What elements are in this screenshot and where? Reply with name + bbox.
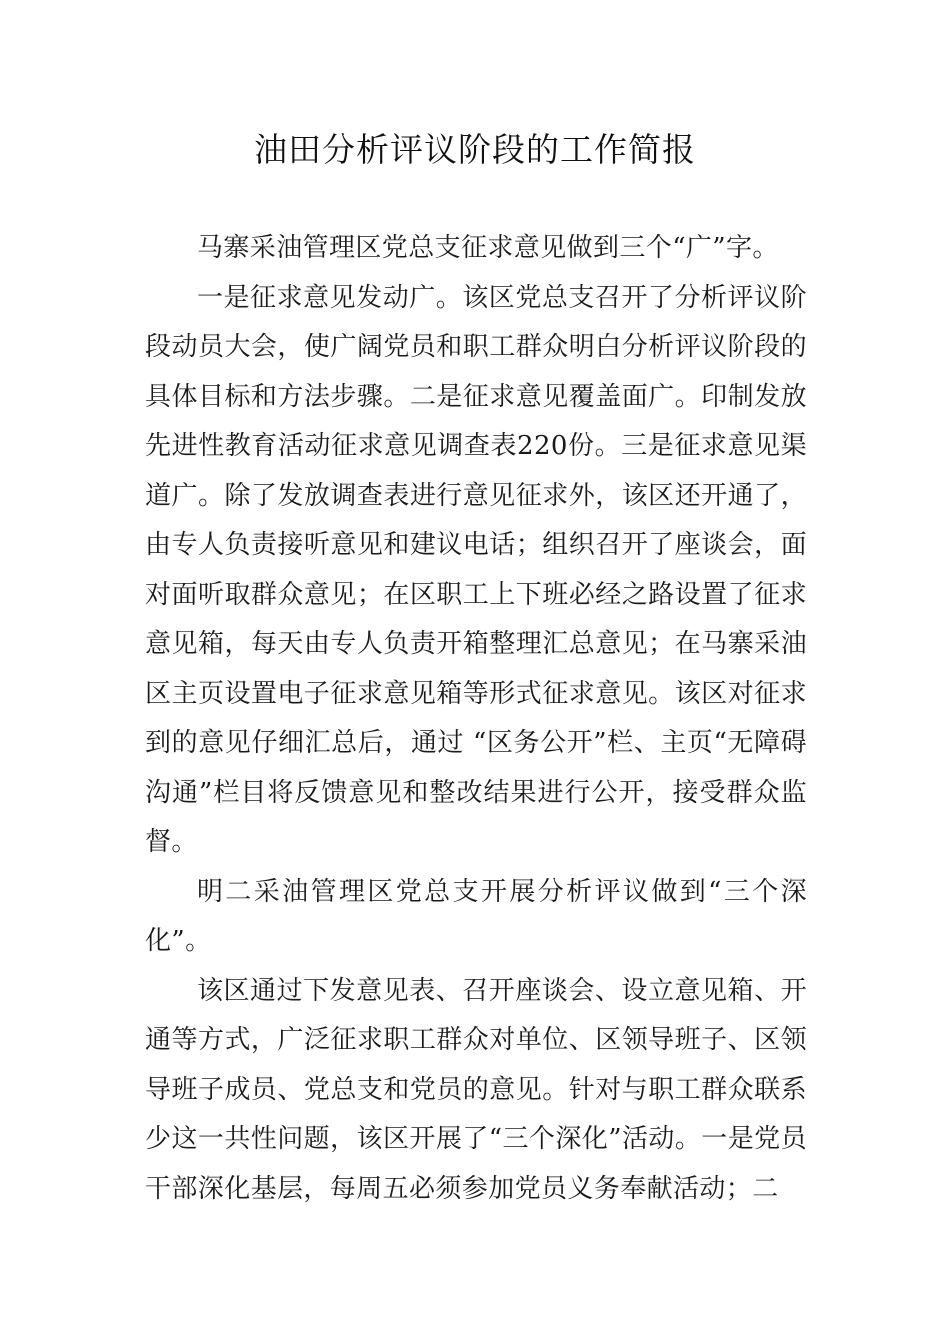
paragraph-minger-intro: 明二采油管理区党总支开展分析评议做到“三个深化”。: [145, 876, 807, 956]
paragraph-mazhai-details: 一是征求意见发动广。该区党总支召开了分析评议阶段动员大会，使广阔党员和职工群众明白分析评议阶段的具体目标和方法步骤。二是征求意见覆盖面广。印制发放先进性教育活动征求意见调查表220份。三是征求意见渠道广。除了发放调查表进行意见征求外，该区还开通了，由专人负责接听意见和建议电话；组织召开了座谈会，面对面听取群众意见；在区职工上下班必经之路设置了征求意见箱，每天由专人负责开箱整理汇总意见；在马寨采油区主页设置电子征求意见箱等形式征求意见。该区对征求到的意见仔细汇总后，通过 “区务公开”栏、主页“无障碍沟通”栏目将反馈意见和整改结果进行公开，接受群众监督。: [145, 282, 807, 857]
paragraph-minger-details: 该区通过下发意见表、召开座谈会、设立意见箱、开通等方式，广泛征求职工群众对单位、区领导班子、区领导班子成员、党总支和党员的意见。针对与职工群众联系少这一共性问题，该区开展了“三个深化”活动。一是党员干部深化基层，每周五必须参加党员义务奉献活动；二: [145, 975, 807, 1204]
paragraph-mazhai-intro: 马寨采油管理区党总支征求意见做到三个“广”字。: [197, 233, 779, 263]
document-title: 油田分析评议阶段的工作简报: [254, 130, 696, 169]
document-body: [145, 224, 807, 1214]
